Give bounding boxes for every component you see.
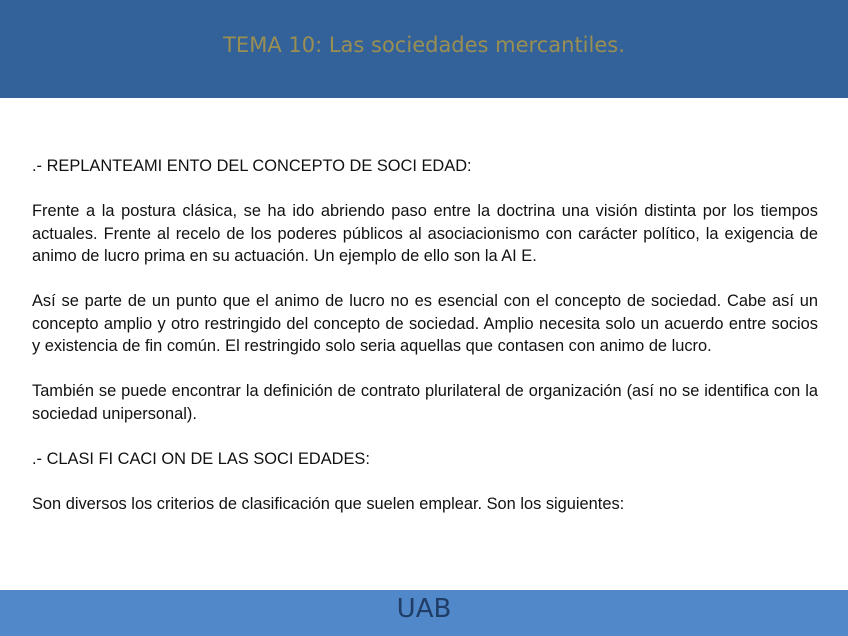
footer-bar <box>0 590 848 636</box>
paragraph-postura-clasica: Frente a la postura clásica, se ha ido abriendo paso entre la doctrina una visión distinta por los tiempos actuales. Frente al recelo de los poderes públicos al asociacionismo con carácter político, la exigencia de animo de lucro prima en su actuación. Un ejemplo de ello son la AI E. <box>32 202 818 265</box>
section-heading-replanteamiento: .- REPLANTEAMI ENTO DEL CONCEPTO DE SOCI EDAD: <box>32 157 472 175</box>
header-bar <box>0 0 848 98</box>
section-heading-clasificacion: .- CLASI FI CACI ON DE LAS SOCI EDADES: <box>32 449 370 468</box>
footer-label: UAB <box>396 594 452 624</box>
slide-title: TEMA 10: Las sociedades mercantiles. <box>223 33 625 57</box>
paragraph-contrato-plurilateral: También se puede encontrar la definición de contrato plurilateral de organización (así no se identifica con la sociedad unipersonal). <box>32 382 818 423</box>
slide-content <box>32 155 818 515</box>
paragraph-animo-de-lucro: Así se parte de un punto que el animo de lucro no es esencial con el concepto de sociedad. Cabe así un concepto amplio y otro restringido del concepto de sociedad. Amplio necesita solo un acuerdo entre socios y existencia de fin común. El restringido solo seria aquellas que contasen con animo de lucro. <box>32 292 818 355</box>
paragraph-criterios: Son diversos los criterios de clasificación que suelen emplear. Son los siguientes: <box>32 494 625 513</box>
